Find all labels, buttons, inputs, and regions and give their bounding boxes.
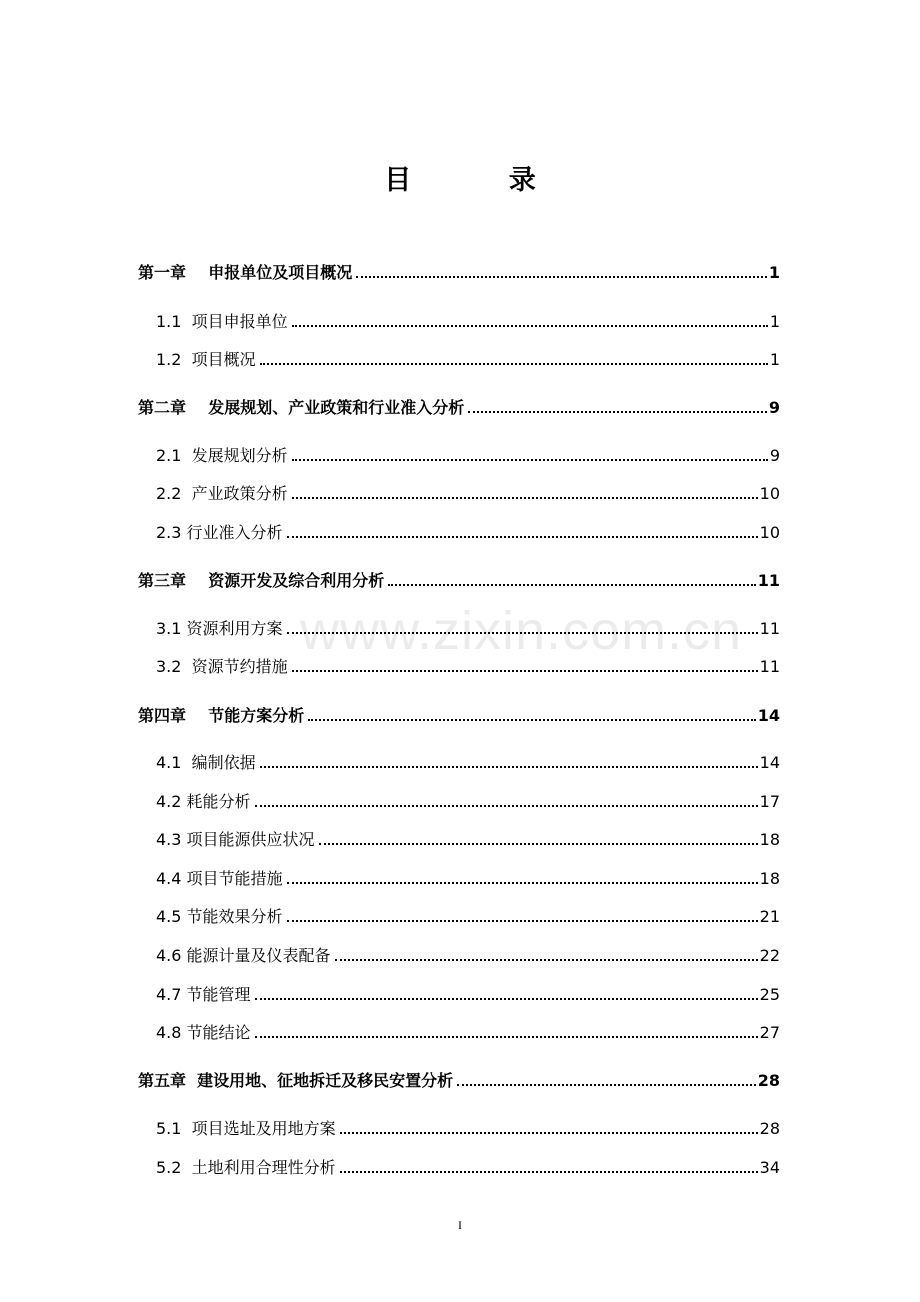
toc-section-4-6[interactable] (156, 941, 780, 967)
toc-page-number: 18 (759, 869, 780, 888)
toc-page-number: 17 (759, 792, 780, 811)
toc-leader-dots (335, 959, 758, 961)
toc-entry-label: 4.3 项目能源供应状况 (156, 830, 315, 849)
toc-page-number: 10 (759, 484, 780, 503)
toc-leader-dots (308, 719, 755, 721)
toc-page-number: 27 (759, 1023, 780, 1042)
toc-leader-dots (287, 882, 758, 884)
toc-leader-dots (388, 584, 755, 586)
toc-section-4-5[interactable] (156, 902, 780, 928)
toc-entry-label: 3.2 资源节约措施 (156, 657, 288, 676)
toc-entry-label: 第三章 资源开发及综合利用分析 (138, 571, 385, 590)
page-number: I (458, 1218, 462, 1232)
toc-section-2-3[interactable] (156, 518, 780, 544)
toc-leader-dots (255, 998, 758, 1000)
toc-page-number: 25 (759, 985, 780, 1004)
toc-leader-dots (287, 920, 758, 922)
toc-leader-dots (255, 1036, 758, 1038)
toc-entry-label: 4.6 能源计量及仪表配备 (156, 946, 331, 965)
toc-entry-label: 3.1 资源利用方案 (156, 619, 283, 638)
toc-entry-label: 4.8 节能结论 (156, 1023, 251, 1042)
toc-section-4-4[interactable] (156, 864, 780, 890)
toc-leader-dots (260, 766, 758, 768)
toc-entry-label: 第五章 建设用地、征地拆迁及移民安置分析 (138, 1071, 454, 1090)
toc-leader-dots (255, 805, 758, 807)
toc-page-number: 11 (759, 657, 780, 676)
toc-entry-label: 5.1 项目选址及用地方案 (156, 1119, 336, 1138)
toc-section-4-7[interactable] (156, 980, 780, 1006)
toc-entry-label: 5.2 土地利用合理性分析 (156, 1158, 336, 1177)
toc-section-2-2[interactable] (156, 479, 780, 505)
toc-leader-dots (292, 325, 768, 327)
toc-entry-label: 1.1 项目申报单位 (156, 312, 288, 331)
toc-chapter-1[interactable] (138, 258, 780, 284)
toc-entry-label: 4.1 编制依据 (156, 753, 256, 772)
toc-title: 目 录 (384, 165, 580, 196)
toc-page-number: 1 (769, 350, 780, 369)
toc-section-5-2[interactable] (156, 1153, 780, 1179)
toc-section-4-1[interactable] (156, 748, 780, 774)
toc-page-number: 1 (769, 312, 780, 331)
toc-leader-dots (292, 459, 768, 461)
toc-leader-dots (292, 670, 758, 672)
toc-chapter-5[interactable] (138, 1066, 780, 1092)
toc-entry-label: 1.2 项目概况 (156, 350, 256, 369)
toc-page-number: 28 (757, 1071, 780, 1090)
toc-leader-dots (260, 363, 768, 365)
toc-chapter-2[interactable] (138, 393, 780, 419)
toc-entry-label: 4.2 耗能分析 (156, 792, 251, 811)
toc-page-number: 22 (759, 946, 780, 965)
toc-section-1-1[interactable] (156, 307, 780, 333)
toc-section-4-3[interactable] (156, 825, 780, 851)
toc-entry-label: 4.4 项目节能措施 (156, 869, 283, 888)
toc-leader-dots (319, 843, 758, 845)
toc-leader-dots (287, 536, 758, 538)
toc-page-number: 14 (757, 706, 780, 725)
toc-entry-label: 4.7 节能管理 (156, 985, 251, 1004)
toc-section-2-1[interactable] (156, 441, 780, 467)
watermark: www.zixin.com.cn (300, 601, 743, 661)
toc-entry-label: 第四章 节能方案分析 (138, 706, 305, 725)
toc-section-1-2[interactable] (156, 345, 780, 371)
toc-page-number: 9 (769, 446, 780, 465)
toc-page-number: 10 (759, 523, 780, 542)
toc-leader-dots (457, 1084, 756, 1086)
toc-page-number: 11 (757, 571, 780, 590)
toc-page-number: 34 (759, 1158, 780, 1177)
toc-leader-dots (468, 411, 767, 413)
toc-entry-label: 第一章 申报单位及项目概况 (138, 263, 353, 282)
toc-page-number: 1 (768, 263, 780, 282)
toc-page-number: 9 (768, 398, 780, 417)
toc-entry-label: 4.5 节能效果分析 (156, 907, 283, 926)
toc-leader-dots (340, 1171, 758, 1173)
toc-chapter-3[interactable] (138, 566, 780, 592)
toc-section-4-8[interactable] (156, 1018, 780, 1044)
toc-page-number: 18 (759, 830, 780, 849)
toc-page-number: 14 (759, 753, 780, 772)
toc-entry-label: 2.2 产业政策分析 (156, 484, 288, 503)
toc-section-4-2[interactable] (156, 787, 780, 813)
toc-section-5-1[interactable] (156, 1114, 780, 1140)
toc-entry-label: 2.3 行业准入分析 (156, 523, 283, 542)
toc-page-number: 28 (759, 1119, 780, 1138)
toc-leader-dots (340, 1132, 758, 1134)
toc-page-number: 11 (759, 619, 780, 638)
toc-chapter-4[interactable] (138, 701, 780, 727)
toc-leader-dots (356, 276, 767, 278)
toc-page-number: 21 (759, 907, 780, 926)
toc-entry-label: 2.1 发展规划分析 (156, 446, 288, 465)
toc-leader-dots (292, 497, 758, 499)
toc-entry-label: 第二章 发展规划、产业政策和行业准入分析 (138, 398, 465, 417)
